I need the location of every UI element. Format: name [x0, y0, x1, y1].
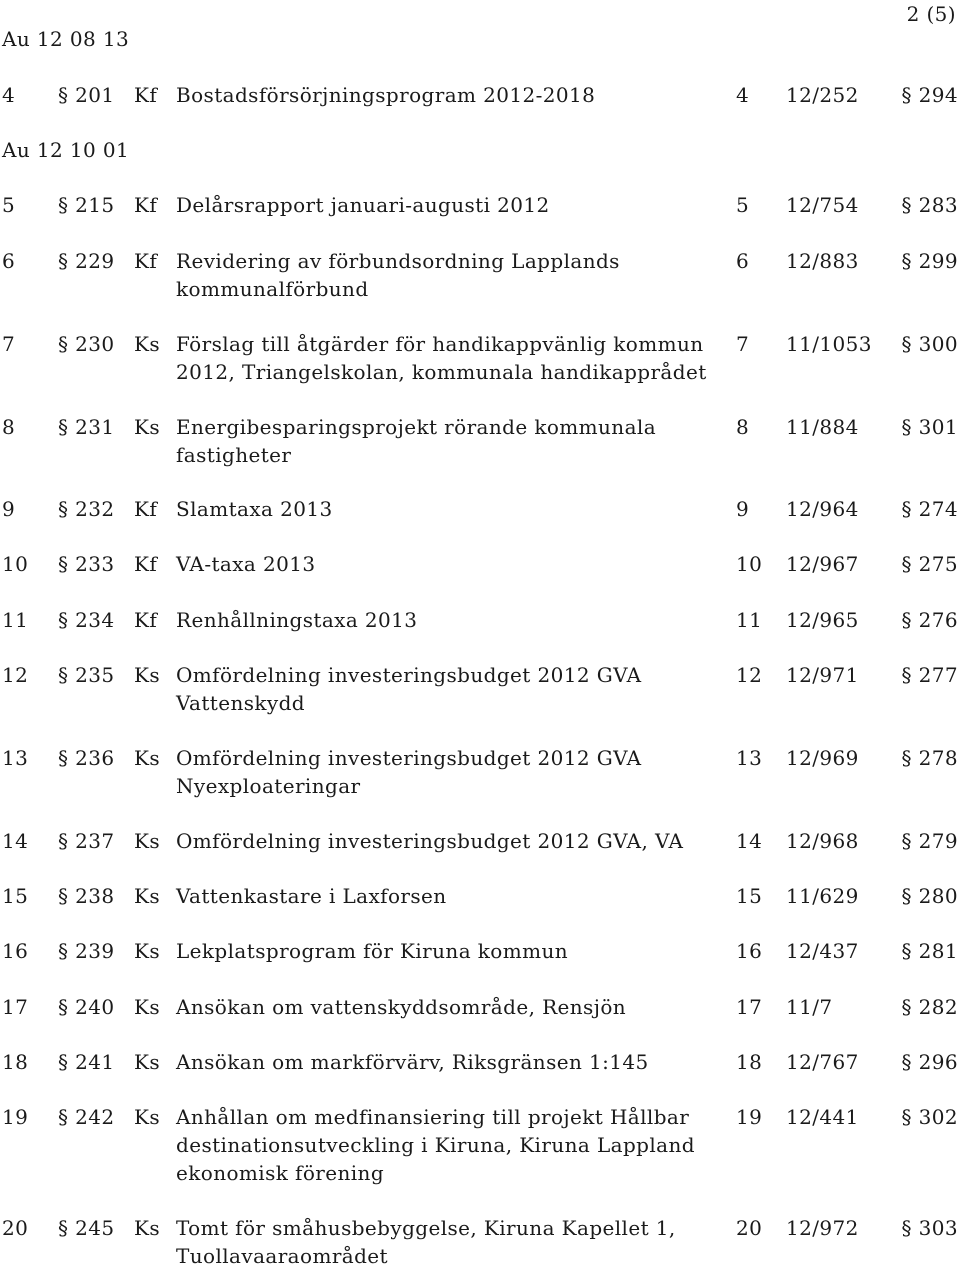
item-title	[176, 744, 641, 800]
item-title-line: Slamtaxa 2013	[176, 497, 333, 521]
paragraph-ref: § 230	[58, 332, 115, 356]
item-number: 5	[2, 193, 16, 217]
agenda-row	[0, 661, 960, 715]
diary-number: 12/972	[786, 1216, 859, 1240]
item-number: 8	[2, 415, 16, 439]
body-code: Ks	[134, 995, 161, 1019]
page-label: 2 (5)	[906, 2, 956, 26]
item-title	[176, 827, 683, 855]
item-title-line: Lekplatsprogram för Kiruna kommun	[176, 939, 569, 963]
item-title-line: Omfördelning investeringsbudget 2012 GVA, VA	[176, 829, 684, 853]
final-paragraph-ref: § 275	[901, 552, 958, 576]
diary-number: 11/884	[786, 415, 859, 439]
diary-number: 12/883	[786, 249, 859, 273]
item-number: 9	[2, 497, 16, 521]
item-title-line: Vattenskydd	[176, 691, 306, 715]
meeting-item-number: 20	[736, 1216, 763, 1240]
agenda-row	[0, 247, 960, 301]
final-paragraph-ref: § 279	[901, 829, 958, 853]
item-number: 12	[2, 663, 29, 687]
body-code: Kf	[134, 249, 158, 273]
item-number: 14	[2, 829, 29, 853]
meeting-item-number: 8	[736, 415, 750, 439]
item-number: 16	[2, 939, 29, 963]
paragraph-ref: § 232	[58, 497, 115, 521]
item-number: 11	[2, 608, 29, 632]
item-title-line: destinationsutveckling i Kiruna, Kiruna Lappland	[176, 1133, 695, 1157]
item-number: 6	[2, 249, 16, 273]
paragraph-ref: § 215	[58, 193, 115, 217]
item-number: 4	[2, 83, 16, 107]
paragraph-ref: § 238	[58, 884, 115, 908]
paragraph-ref: § 231	[58, 415, 115, 439]
agenda-row	[0, 882, 960, 910]
item-title	[176, 191, 550, 219]
item-title	[176, 882, 447, 910]
diary-number: 12/965	[786, 608, 859, 632]
item-title-line: Omfördelning investeringsbudget 2012 GVA	[176, 746, 642, 770]
body-code: Kf	[134, 608, 158, 632]
final-paragraph-ref: § 296	[901, 1050, 958, 1074]
body-code: Kf	[134, 497, 158, 521]
item-title-line: Vattenkastare i Laxforsen	[176, 884, 447, 908]
item-number: 20	[2, 1216, 29, 1240]
diary-number: 12/968	[786, 829, 859, 853]
body-code: Ks	[134, 1105, 161, 1129]
body-code: Ks	[134, 884, 161, 908]
body-code: Ks	[134, 663, 161, 687]
item-title	[176, 247, 620, 303]
body-code: Ks	[134, 332, 161, 356]
paragraph-ref: § 234	[58, 608, 115, 632]
body-code: Kf	[134, 552, 158, 576]
item-title-line: Bostadsförsörjningsprogram 2012-2018	[176, 83, 596, 107]
diary-number: 12/969	[786, 746, 859, 770]
agenda-row	[0, 606, 960, 634]
item-title-line: VA-taxa 2013	[176, 552, 316, 576]
diary-number: 11/7	[786, 995, 833, 1019]
meeting-item-number: 14	[736, 829, 763, 853]
item-title	[176, 81, 595, 109]
item-title-line: Ansökan om markförvärv, Riksgränsen 1:145	[176, 1050, 649, 1074]
paragraph-ref: § 201	[58, 83, 115, 107]
meeting-item-number: 17	[736, 995, 763, 1019]
meeting-item-number: 4	[736, 83, 750, 107]
item-title	[176, 330, 707, 386]
paragraph-ref: § 235	[58, 663, 115, 687]
item-title	[176, 1214, 676, 1270]
body-code: Kf	[134, 83, 158, 107]
meeting-item-number: 11	[736, 608, 763, 632]
body-code: Ks	[134, 1050, 161, 1074]
meeting-item-number: 19	[736, 1105, 763, 1129]
final-paragraph-ref: § 274	[901, 497, 958, 521]
final-paragraph-ref: § 278	[901, 746, 958, 770]
agenda-row	[0, 330, 960, 384]
paragraph-ref: § 237	[58, 829, 115, 853]
meeting-item-number: 18	[736, 1050, 763, 1074]
agenda-row	[0, 1048, 960, 1076]
agenda-row	[0, 744, 960, 798]
final-paragraph-ref: § 300	[901, 332, 958, 356]
meeting-item-number: 6	[736, 249, 750, 273]
body-code: Ks	[134, 746, 161, 770]
item-title	[176, 937, 568, 965]
final-paragraph-ref: § 281	[901, 939, 958, 963]
agenda-row	[0, 413, 960, 467]
final-paragraph-ref: § 294	[901, 83, 958, 107]
item-number: 17	[2, 995, 29, 1019]
item-title	[176, 495, 333, 523]
agenda-row	[0, 1214, 960, 1268]
meeting-item-number: 13	[736, 746, 763, 770]
body-code: Kf	[134, 193, 158, 217]
final-paragraph-ref: § 277	[901, 663, 958, 687]
final-paragraph-ref: § 301	[901, 415, 958, 439]
final-paragraph-ref: § 280	[901, 884, 958, 908]
item-number: 7	[2, 332, 16, 356]
agenda-row	[0, 1103, 960, 1185]
meeting-item-number: 5	[736, 193, 750, 217]
item-title-line: Förslag till åtgärder för handikappvänlig kommun	[176, 332, 704, 356]
paragraph-ref: § 233	[58, 552, 115, 576]
item-title	[176, 993, 626, 1021]
paragraph-ref: § 242	[58, 1105, 115, 1129]
paragraph-ref: § 245	[58, 1216, 115, 1240]
item-title	[176, 661, 641, 717]
body-code: Ks	[134, 829, 161, 853]
agenda-row	[0, 937, 960, 965]
item-title-line: Anhållan om medfinansiering till projekt Hållbar	[176, 1105, 690, 1129]
section-header: Au 12 08 13	[2, 27, 130, 51]
diary-number: 11/629	[786, 884, 859, 908]
item-title-line: Nyexploateringar	[176, 774, 361, 798]
item-number: 19	[2, 1105, 29, 1129]
body-code: Ks	[134, 1216, 161, 1240]
agenda-row	[0, 827, 960, 855]
agenda-row	[0, 191, 960, 219]
final-paragraph-ref: § 299	[901, 249, 958, 273]
body-code: Ks	[134, 415, 161, 439]
meeting-item-number: 9	[736, 497, 750, 521]
final-paragraph-ref: § 303	[901, 1216, 958, 1240]
item-title-line: Ansökan om vattenskyddsområde, Rensjön	[176, 995, 627, 1019]
agenda-row	[0, 550, 960, 578]
item-title	[176, 550, 316, 578]
meeting-item-number: 16	[736, 939, 763, 963]
item-title-line: 2012, Triangelskolan, kommunala handikapprådet	[176, 360, 707, 384]
paragraph-ref: § 240	[58, 995, 115, 1019]
item-title-line: Tuollavaaraområdet	[176, 1244, 388, 1268]
diary-number: 12/754	[786, 193, 859, 217]
item-title-line: Omfördelning investeringsbudget 2012 GVA	[176, 663, 642, 687]
body-code: Ks	[134, 939, 161, 963]
final-paragraph-ref: § 282	[901, 995, 958, 1019]
meeting-item-number: 12	[736, 663, 763, 687]
item-title-line: fastigheter	[176, 443, 292, 467]
diary-number: 12/964	[786, 497, 859, 521]
item-number: 18	[2, 1050, 29, 1074]
item-title	[176, 413, 656, 469]
diary-number: 12/971	[786, 663, 859, 687]
agenda-row	[0, 993, 960, 1021]
item-title	[176, 606, 417, 634]
meeting-item-number: 15	[736, 884, 763, 908]
item-title	[176, 1048, 649, 1076]
item-title-line: Tomt för småhusbebyggelse, Kiruna Kapellet 1,	[176, 1216, 676, 1240]
paragraph-ref: § 229	[58, 249, 115, 273]
meeting-item-number: 7	[736, 332, 750, 356]
item-number: 13	[2, 746, 29, 770]
final-paragraph-ref: § 283	[901, 193, 958, 217]
item-number: 10	[2, 552, 29, 576]
item-title-line: Renhållningstaxa 2013	[176, 608, 418, 632]
paragraph-ref: § 241	[58, 1050, 115, 1074]
diary-number: 12/252	[786, 83, 859, 107]
diary-number: 12/441	[786, 1105, 859, 1129]
item-title-line: ekonomisk förening	[176, 1161, 385, 1185]
item-title-line: Revidering av förbundsordning Lapplands	[176, 249, 620, 273]
agenda-row	[0, 495, 960, 523]
paragraph-ref: § 239	[58, 939, 115, 963]
item-title-line: kommunalförbund	[176, 277, 369, 301]
final-paragraph-ref: § 302	[901, 1105, 958, 1129]
item-number: 15	[2, 884, 29, 908]
diary-number: 12/767	[786, 1050, 859, 1074]
agenda-row	[0, 81, 960, 109]
diary-number: 12/437	[786, 939, 859, 963]
item-title-line: Delårsrapport januari-augusti 2012	[176, 193, 550, 217]
diary-number: 11/1053	[786, 332, 872, 356]
paragraph-ref: § 236	[58, 746, 115, 770]
final-paragraph-ref: § 276	[901, 608, 958, 632]
section-header: Au 12 10 01	[2, 138, 130, 162]
meeting-item-number: 10	[736, 552, 763, 576]
item-title	[176, 1103, 695, 1187]
item-title-line: Energibesparingsprojekt rörande kommunala	[176, 415, 657, 439]
diary-number: 12/967	[786, 552, 859, 576]
